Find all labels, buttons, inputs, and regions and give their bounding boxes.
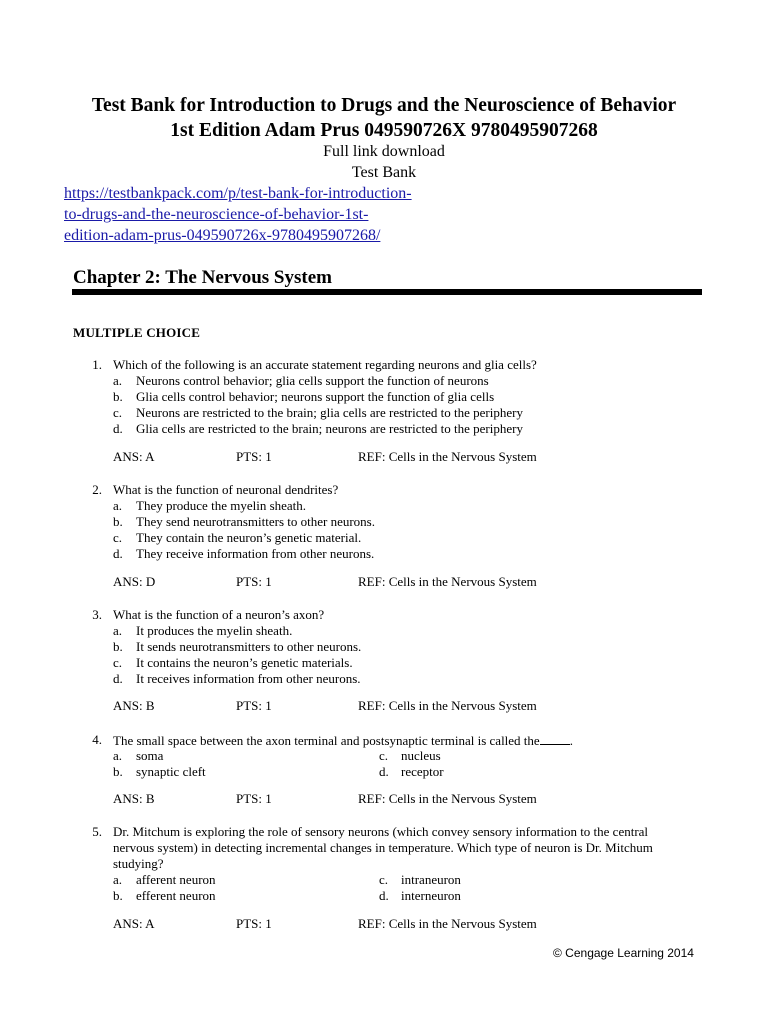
option-text: intraneuron xyxy=(401,872,461,887)
option-letter: b. xyxy=(113,639,123,654)
option-text: They send neurotransmitters to other neurons. xyxy=(136,514,375,529)
option-letter: a. xyxy=(113,872,123,887)
question-number: 1. xyxy=(92,357,102,372)
reference-label: REF: Cells in the Nervous System xyxy=(358,916,537,931)
option-letter: a. xyxy=(113,498,123,513)
option-text: afferent neuron xyxy=(136,872,216,887)
question-number: 5. xyxy=(92,824,102,839)
download-label: Full link download xyxy=(323,143,445,160)
option-letter: a. xyxy=(113,373,123,388)
points-label: PTS: 1 xyxy=(236,449,272,464)
question-stem: Which of the following is an accurate statement regarding neurons and glia cells? xyxy=(113,357,537,372)
reference-label: REF: Cells in the Nervous System xyxy=(358,574,537,589)
option-text: soma xyxy=(136,748,164,763)
download-link-line-1[interactable]: https://testbankpack.com/p/test-bank-for-introduction- xyxy=(64,185,412,202)
question-number: 3. xyxy=(92,607,102,622)
option-letter: a. xyxy=(113,623,123,638)
answer-label: ANS: A xyxy=(113,916,155,931)
question-stem: What is the function of neuronal dendrites? xyxy=(113,482,339,497)
copyright-footer: © Cengage Learning 2014 xyxy=(553,946,694,960)
option-letter: a. xyxy=(113,748,123,763)
answer-label: ANS: B xyxy=(113,791,155,806)
option-text: Glia cells control behavior; neurons support the function of glia cells xyxy=(136,389,495,404)
question-stem: What is the function of a neuron’s axon? xyxy=(113,607,325,622)
chapter-title: Chapter 2: The Nervous System xyxy=(73,267,332,288)
option-text: efferent neuron xyxy=(136,888,216,903)
option-text: Glia cells are restricted to the brain; neurons are restricted to the periphery xyxy=(136,421,523,436)
option-letter: d. xyxy=(113,546,123,561)
points-label: PTS: 1 xyxy=(236,916,272,931)
option-text: They receive information from other neurons. xyxy=(136,546,375,561)
option-text: nucleus xyxy=(401,748,441,763)
question-number: 4. xyxy=(92,732,102,747)
option-letter: c. xyxy=(113,655,123,670)
question-stem xyxy=(113,732,573,749)
reference-label: REF: Cells in the Nervous System xyxy=(358,791,537,806)
answer-blank xyxy=(540,732,570,745)
answer-label: ANS: B xyxy=(113,698,155,713)
option-text: It receives information from other neurons. xyxy=(136,671,361,686)
reference-label: REF: Cells in the Nervous System xyxy=(358,449,537,464)
option-letter: d. xyxy=(379,764,389,779)
option-letter: c. xyxy=(113,405,123,420)
option-text: It produces the myelin sheath. xyxy=(136,623,293,638)
option-text: interneuron xyxy=(401,888,461,903)
option-text: Neurons control behavior; glia cells support the function of neurons xyxy=(136,373,489,388)
section-title: MULTIPLE CHOICE xyxy=(73,325,201,340)
question-stem-line: Dr. Mitchum is exploring the role of sensory neurons (which convey sensory information to the central xyxy=(113,824,649,839)
download-link-line-2[interactable]: to-drugs-and-the-neuroscience-of-behavior-1st- xyxy=(64,206,369,223)
reference-label: REF: Cells in the Nervous System xyxy=(358,698,537,713)
answer-label: ANS: D xyxy=(113,574,156,589)
question-stem-line: nervous system) in detecting incremental changes in temperature. Which type of neuron is Dr. Mitchum xyxy=(113,840,653,855)
option-letter: d. xyxy=(113,421,123,436)
option-letter: c. xyxy=(113,530,123,545)
option-text: It contains the neuron’s genetic materials. xyxy=(136,655,353,670)
question-number: 2. xyxy=(92,482,102,497)
option-letter: c. xyxy=(379,748,389,763)
option-text: They produce the myelin sheath. xyxy=(136,498,307,513)
option-text: receptor xyxy=(401,764,444,779)
document-title-line-2: 1st Edition Adam Prus 049590726X 9780495907268 xyxy=(170,120,598,141)
option-text: Neurons are restricted to the brain; glia cells are restricted to the periphery xyxy=(136,405,523,420)
option-letter: c. xyxy=(379,872,389,887)
document-title-line-1: Test Bank for Introduction to Drugs and the Neuroscience of Behavior xyxy=(91,95,677,116)
question-stem-suffix: . xyxy=(569,733,573,748)
question-stem-line: studying? xyxy=(113,856,164,871)
option-letter: b. xyxy=(113,764,123,779)
points-label: PTS: 1 xyxy=(236,791,272,806)
option-letter: b. xyxy=(113,888,123,903)
answer-label: ANS: A xyxy=(113,449,155,464)
points-label: PTS: 1 xyxy=(236,574,272,589)
chapter-divider xyxy=(72,289,702,295)
download-link-line-3[interactable]: edition-adam-prus-049590726x-9780495907268/ xyxy=(64,227,381,244)
option-text: They contain the neuron’s genetic material. xyxy=(136,530,362,545)
option-letter: d. xyxy=(379,888,389,903)
option-letter: d. xyxy=(113,671,123,686)
option-letter: b. xyxy=(113,514,123,529)
option-text: synaptic cleft xyxy=(136,764,206,779)
option-text: It sends neurotransmitters to other neurons. xyxy=(136,639,362,654)
test-bank-label: Test Bank xyxy=(351,164,417,181)
question-stem-text: The small space between the axon terminal and postsynaptic terminal is called the xyxy=(113,733,540,748)
points-label: PTS: 1 xyxy=(236,698,272,713)
option-letter: b. xyxy=(113,389,123,404)
